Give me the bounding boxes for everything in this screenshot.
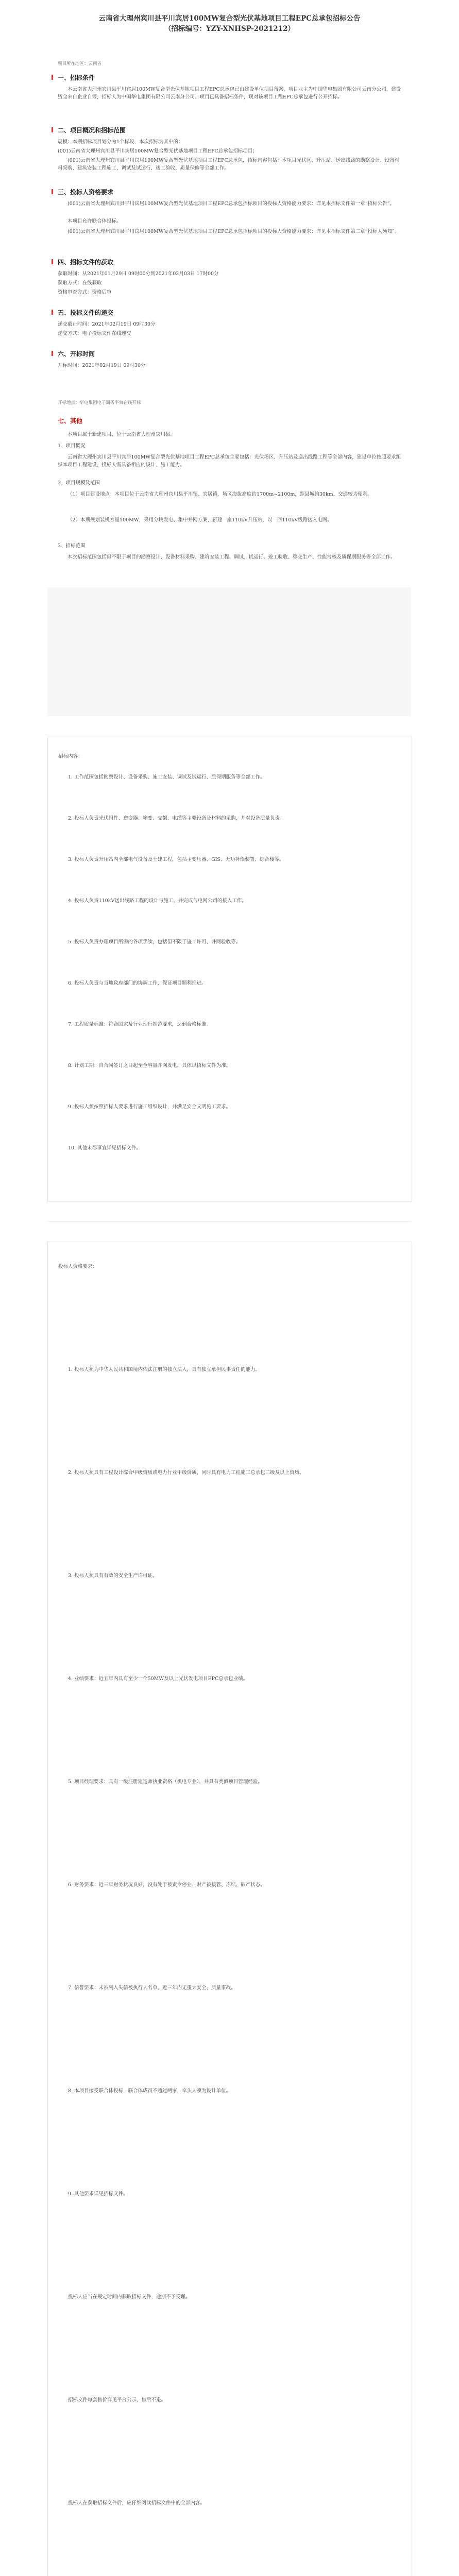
section-heading-5: 五、投标文件的递交: [58, 309, 114, 316]
other-line-8: 本次招标范围包括但不限于项目的勘察设计、设备材料采购、建筑安装工程、调试、试运行、竣工验收、移交生产、性能考核及质保期服务等全部工作。: [67, 554, 396, 560]
sheet1-line: 招标内容：: [58, 754, 83, 759]
document-sheet-1: [47, 737, 412, 1201]
sheet2-line: 投标人资格要求：: [58, 1264, 98, 1269]
other-line-1: 本项目属于新建项目，位于云南省大理州宾川县。: [67, 432, 176, 437]
sheet2-line: 1. 投标人须为中华人民共和国境内依法注册的独立法人，具有独立承担民事责任的能力。: [68, 1367, 261, 1372]
section-3-line-2: 本项目允许联合体投标。: [67, 218, 122, 224]
sheet1-line: 8. 计划工期：自合同签订之日起至全容量并网发电，具体以招标文件为准。: [68, 1063, 231, 1069]
sheet1-line: 4. 投标人负责110kV送出线路工程的设计与施工，并完成与电网公司的接入工作。: [68, 898, 247, 904]
other-line-2: 1、项目概况: [58, 443, 86, 449]
get-time: 获取时间：从2021年01月29日 09时00分到2021年02月03日 17时00分: [58, 271, 219, 277]
sheet2-line: 招标文件每套售价详见平台公示，售后不退。: [68, 2397, 166, 2403]
page-title: 云南省大理州宾川县平川宾居100MW复合型光伏基地项目工程EPC总承包招标公告: [98, 14, 361, 23]
section-1-text: 本云南省大理州宾川县平川宾居100MW复合型光伏基地项目工程EPC总承包已由建设单位项目备案，项目业主为中国华电集团有限公司云南分公司，建设资金来自企业自筹，招标人为中国华电集团有限公司云南分公司。项目已具备招标条件，现对该项目工程EPC总承包进行公开招标。: [58, 87, 401, 100]
submit-deadline: 递交截止时间：2021年02月19日 09时30分: [58, 321, 156, 327]
other-line-6: （2）本期规划装机容量100MW，采用分块发电、集中并网方案，新建一座110kV升压站，以一回110kV线路接入电网。: [67, 517, 332, 523]
other-line-5: （1）项目建设地点：本项目位于云南省大理州宾川县平川镇、宾居镇，场区海拔高度约1700m~2100m，距县城约30km，交通较为便利。: [67, 492, 372, 497]
section-heading-2: 二、项目概况和招标范围: [58, 127, 126, 134]
sheet2-line: 9. 其他要求详见招标文件。: [68, 2191, 128, 2197]
sheet2-line: 投标人应当在规定时间内获取招标文件，逾期不予受理。: [68, 2294, 191, 2300]
review-method: 资格审查方式：资格后审: [58, 290, 112, 295]
sheet2-line: 7. 信誉要求：未被列入失信被执行人名单，近三年内无重大安全、质量事故。: [68, 1985, 236, 1991]
open-time: 开标时间：2021年02月19日 09时30分: [58, 363, 146, 368]
submit-method: 递交方式：电子投标文件在线递交: [58, 331, 131, 336]
sheet2-line: 5. 项目经理要求：具有一级注册建造师执业资格（机电专业），并具有类似项目管理经验。: [68, 1779, 263, 1785]
project-place: 项目所在地区：云南省: [58, 61, 102, 66]
sheet2-line: 2. 投标人须具有工程设计综合甲级资质或电力行业甲级资质，同时具有电力工程施工总承包二级及以上资质。: [68, 1470, 304, 1476]
sheet2-line: 6. 财务要求：近三年财务状况良好，没有处于被责令停业、财产被接管、冻结、破产状态。: [68, 1882, 265, 1888]
get-method: 获取方式：在线获取: [58, 280, 102, 286]
section-3-line-1: (001)云南省大理州宾川县平川宾居100MW复合型光伏基地项目工程EPC总承包招标项目的投标人资格能力要求：详见本招标文件第一章“招标公告”。: [67, 201, 395, 207]
sheet2-line: 3. 投标人须具有有效的安全生产许可证。: [68, 1573, 158, 1579]
sheet1-line: 3. 投标人负责升压站内全部电气设备及土建工程，包括主变压器、GIS、无功补偿装置、综合楼等。: [68, 857, 284, 862]
sheet1-line: 7. 工程质量标准：符合国家及行业现行规范要求，达到合格标准。: [68, 1022, 212, 1027]
other-line-4: 2、项目规模及范围: [58, 480, 100, 486]
section-2-line-3: (001)云南省大理州宾川县平川宾居100MW复合型光伏基地项目工程EPC总承包，招标内容包括：本项目光伏区、升压站、送出线路的勘察设计、设备材料采购、建筑安装工程施工、调试及试运行、竣工验收、质量保修等全部工作。: [58, 158, 400, 171]
sheet1-line: 5. 投标人负责办理项目所需的各项手续，包括但不限于施工许可、并网验收等。: [68, 939, 241, 945]
section-3-line-3: (001)云南省大理州宾川县平川宾居100MW复合型光伏基地项目工程EPC总承包招标项目的投标人资格能力要求：详见本招标文件第二章“投标人须知”。: [67, 229, 400, 234]
other-line-3: 云南省大理州宾川县平川宾居100MW复合型光伏基地项目工程EPC总承包主要包括：光伏场区、升压站及送出线路工程等全部内容，建设单位按照要求组织本项目工程建设，投标人需具备相应的设计、施工能力。: [58, 454, 401, 468]
sheet2-line: 投标人在获取招标文件后，应仔细阅读招标文件中的全部内容。: [68, 2500, 206, 2506]
sheet1-line: 1. 工作范围包括勘察设计、设备采购、施工安装、调试及试运行、质保期服务等全部工作。: [68, 774, 265, 780]
sheet1-line: 9. 投标人须按照招标人要求进行施工组织设计，并满足安全文明施工要求。: [68, 1104, 231, 1110]
tender-number: （招标编号：YZY-XNHSP-2021212）: [164, 25, 295, 33]
sheet1-line: 6. 投标人负责与当地政府部门的协调工作，保证项目顺利推进。: [68, 980, 207, 986]
sheet2-line: 8. 本项目接受联合体投标，联合体成员不超过两家，牵头人须为设计单位。: [68, 2088, 231, 2094]
section-heading-3: 三、投标人资格要求: [58, 189, 114, 196]
divider: [47, 1221, 411, 1222]
section-2-line-2: (001)云南省大理州宾川县平川宾居100MW复合型光伏基地项目工程EPC总承包招标项目；: [58, 148, 258, 154]
section-heading-7: 七、其他: [58, 417, 83, 425]
document-sheet-2: [47, 1242, 412, 2576]
other-line-7: 3、招标范围: [58, 543, 86, 549]
open-place: 开标地点：华电集团电子商务平台在线开标: [58, 400, 141, 405]
section-heading-6: 六、开标时间: [58, 350, 95, 358]
sheet1-line: 2. 投标人负责光伏组件、逆变器、箱变、支架、电缆等主要设备及材料的采购，并对设备质量负责。: [68, 816, 285, 821]
sheet1-line: 10. 其他未尽事宜详见招标文件。: [68, 1145, 141, 1151]
section-heading-4: 四、招标文件的获取: [58, 259, 114, 266]
sheet2-line: 4. 业绩要求：近五年内具有至少一个50MW及以上光伏发电项目EPC总承包业绩。: [68, 1676, 248, 1682]
blank-area: [47, 587, 411, 716]
section-2-line-1: 规模：本期招标项目划分为1个标段，本次招标为其中的：: [58, 139, 183, 145]
section-heading-1: 一、招标条件: [58, 74, 95, 81]
